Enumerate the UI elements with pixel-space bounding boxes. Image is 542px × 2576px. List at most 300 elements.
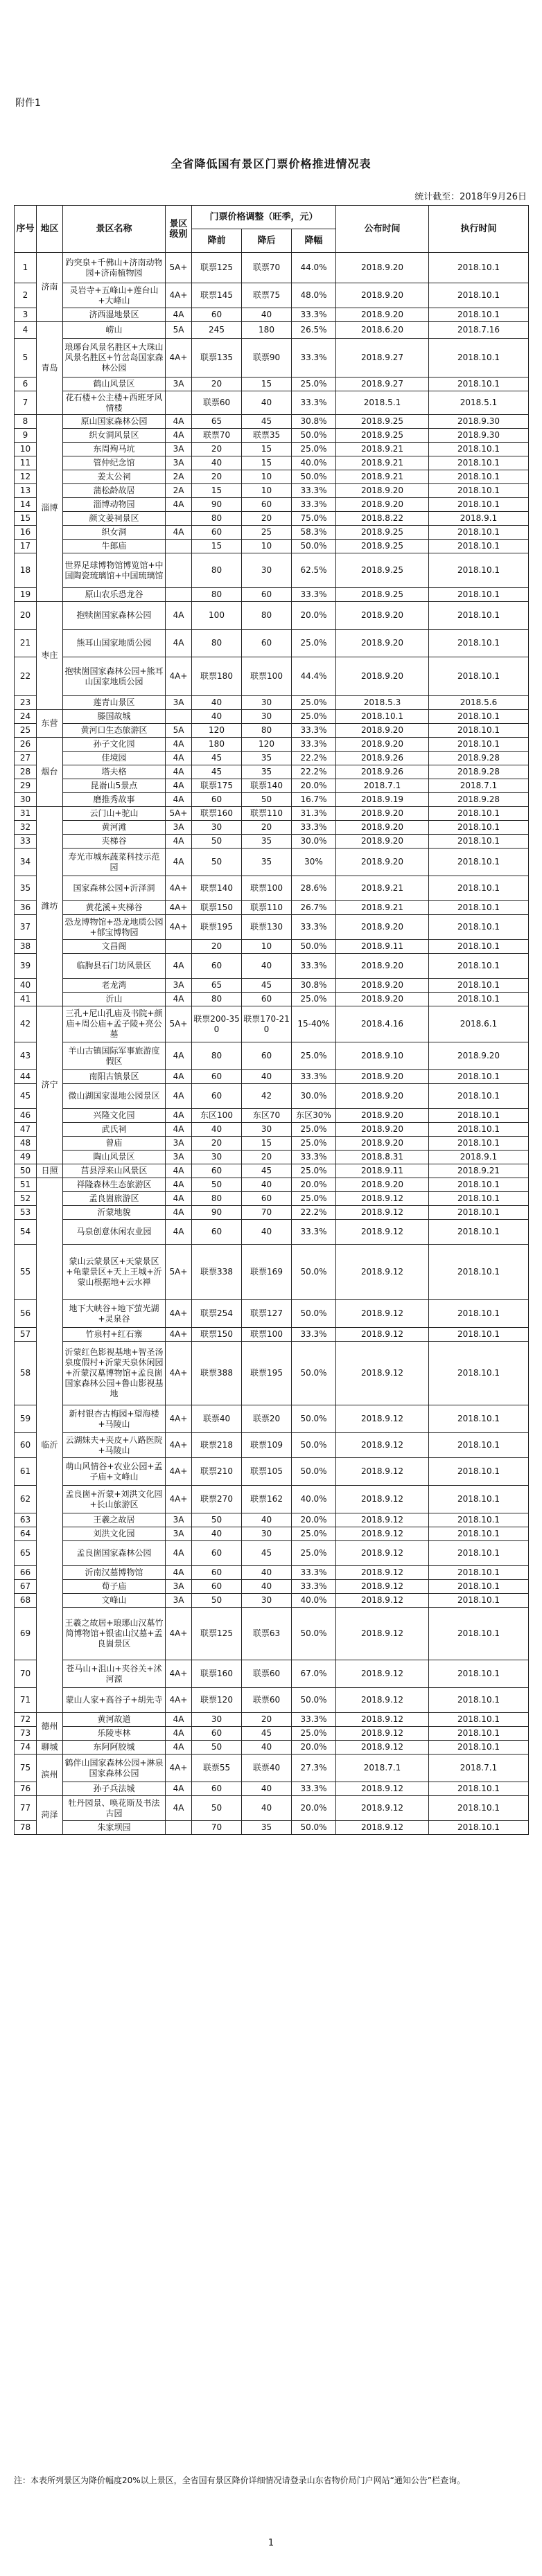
announce-date: 2018.9.20 [336, 283, 429, 308]
announce-date: 2018.9.25 [336, 540, 429, 553]
price-after: 联票20 [242, 1405, 292, 1433]
effective-date: 2018.10.1 [429, 283, 529, 308]
scenic-level: 5A+ [166, 1006, 192, 1042]
effective-date: 2018.10.1 [429, 1580, 529, 1594]
row-number: 60 [15, 1433, 37, 1458]
effective-date: 2018.9.1 [429, 1151, 529, 1164]
row-number: 36 [15, 901, 37, 915]
announce-date: 2018.9.11 [336, 1164, 429, 1178]
scenic-level [166, 512, 192, 526]
announce-date: 2018.9.20 [336, 630, 429, 657]
announce-date: 2018.9.20 [336, 498, 429, 512]
effective-date: 2018.10.1 [429, 993, 529, 1006]
scenic-level [166, 1821, 192, 1835]
announce-date: 2018.9.21 [336, 456, 429, 470]
row-number: 42 [15, 1006, 37, 1042]
price-after: 联票127 [242, 1300, 292, 1328]
announce-date: 2018.9.25 [336, 415, 429, 429]
price-before: 70 [192, 1821, 242, 1835]
effective-date: 2018.9.21 [429, 1164, 529, 1178]
scenic-name: 云门山+驼山 [63, 807, 166, 821]
price-after: 10 [242, 940, 292, 954]
effective-date: 2018.10.1 [429, 1566, 529, 1580]
effective-date: 2018.10.1 [429, 1433, 529, 1458]
announce-date: 2018.9.12 [336, 1608, 429, 1660]
announce-date: 2018.9.21 [336, 470, 429, 484]
row-number: 28 [15, 765, 37, 779]
price-drop: 25.0% [292, 630, 336, 657]
effective-date: 2018.10.1 [429, 657, 529, 696]
price-before: 20 [192, 940, 242, 954]
table-row [15, 1608, 529, 1660]
table-row [15, 1486, 529, 1513]
price-before: 40 [192, 1527, 242, 1541]
scenic-name: 沂蒙红色影视基地+智圣汤泉度假村+沂蒙天泉休闲园+沂蒙汉墓博物馆+孟良崮国家森林公园+鲁山影视基地 [63, 1342, 166, 1405]
row-number: 64 [15, 1527, 37, 1541]
price-drop: 33.3% [292, 339, 336, 377]
effective-date: 2018.10.1 [429, 339, 529, 377]
row-number: 61 [15, 1458, 37, 1486]
scenic-level: 4A+ [166, 1405, 192, 1433]
price-drop: 20.0% [292, 602, 336, 630]
scenic-level: 4A+ [166, 1486, 192, 1513]
effective-date: 2018.10.1 [429, 821, 529, 835]
price-before: 联票125 [192, 1608, 242, 1660]
price-after: 30 [242, 553, 292, 588]
scenic-name: 云湖妹夫+夹皮+八路医院+马陵山 [63, 1433, 166, 1458]
row-number: 21 [15, 630, 37, 657]
annex-label: 附件1 [15, 98, 41, 109]
scenic-level: 4A+ [166, 915, 192, 940]
scenic-name: 三孔+尼山孔庙及书院+颜庙+周公庙+孟子陵+亮公墓 [63, 1006, 166, 1042]
price-before: 90 [192, 498, 242, 512]
effective-date: 2018.7.1 [429, 1755, 529, 1782]
effective-date: 2018.9.30 [429, 429, 529, 443]
announce-date: 2018.9.20 [336, 954, 429, 979]
row-number: 56 [15, 1300, 37, 1328]
table-row [15, 512, 529, 526]
announce-date: 2018.9.12 [336, 1342, 429, 1405]
scenic-level: 2A [166, 484, 192, 498]
effective-date: 2018.10.1 [429, 1137, 529, 1151]
scenic-level: 5A+ [166, 807, 192, 821]
effective-date: 2018.10.1 [429, 484, 529, 498]
scenic-name: 黄花溪+夹梯谷 [63, 901, 166, 915]
price-before: 15 [192, 484, 242, 498]
scenic-name: 世界足球博物馆博览馆+中国陶瓷琉璃馆+中国琉璃馆 [63, 553, 166, 588]
effective-date: 2018.10.1 [429, 1541, 529, 1566]
price-after: 40 [242, 1741, 292, 1755]
price-before: 60 [192, 1070, 242, 1084]
price-before: 20 [192, 470, 242, 484]
scenic-level: 3A [166, 1513, 192, 1527]
scenic-name: 蒙山人家+高谷子+胡先寺 [63, 1688, 166, 1713]
scenic-level: 5A [166, 322, 192, 339]
announce-date: 2018.9.20 [336, 1123, 429, 1137]
price-drop: 15-40% [292, 1006, 336, 1042]
price-after: 联票100 [242, 657, 292, 696]
effective-date: 2018.10.1 [429, 540, 529, 553]
price-before: 联票160 [192, 807, 242, 821]
scenic-level: 2A [166, 470, 192, 484]
scenic-name: 颜文姜祠景区 [63, 512, 166, 526]
scenic-level: 4A+ [166, 1300, 192, 1328]
scenic-level: 4A+ [166, 1342, 192, 1405]
scenic-level: 4A [166, 415, 192, 429]
row-number: 10 [15, 443, 37, 456]
row-number: 73 [15, 1727, 37, 1741]
scenic-level: 3A [166, 1151, 192, 1164]
table-row [15, 1109, 529, 1123]
row-number: 35 [15, 876, 37, 901]
table-row [15, 1178, 529, 1192]
effective-date: 2018.10.1 [429, 553, 529, 588]
scenic-level: 4A [166, 765, 192, 779]
price-before: 联票254 [192, 1300, 242, 1328]
price-drop: 30.8% [292, 979, 336, 993]
table-row [15, 1328, 529, 1342]
price-before: 联票125 [192, 253, 242, 283]
price-before: 40 [192, 1123, 242, 1137]
price-drop: 58.3% [292, 526, 336, 540]
announce-date: 2018.9.12 [336, 1541, 429, 1566]
scenic-level: 4A [166, 954, 192, 979]
price-before: 50 [192, 835, 242, 849]
scenic-level: 4A [166, 308, 192, 322]
scenic-name: 抱犊崮国家森林公园 [63, 602, 166, 630]
effective-date: 2018.7.16 [429, 322, 529, 339]
announce-date: 2018.9.27 [336, 377, 429, 391]
page-title: 全省降低国有景区门票价格推进情况表 [171, 157, 371, 170]
announce-date: 2018.9.26 [336, 765, 429, 779]
scenic-level: 3A [166, 377, 192, 391]
table-row [15, 1192, 529, 1206]
price-before: 联票200-350 [192, 1006, 242, 1042]
price-drop: 50.0% [292, 1245, 336, 1300]
effective-date: 2018.10.1 [429, 1192, 529, 1206]
row-number: 22 [15, 657, 37, 696]
price-before: 60 [192, 1164, 242, 1178]
row-number: 78 [15, 1821, 37, 1835]
scenic-name: 淄博动物园 [63, 498, 166, 512]
table-row [15, 1688, 529, 1713]
effective-date: 2018.10.1 [429, 1782, 529, 1796]
table-row [15, 339, 529, 377]
scenic-level: 4A [166, 1727, 192, 1741]
table-row [15, 1566, 529, 1580]
price-drop: 50.0% [292, 940, 336, 954]
effective-date: 2018.10.1 [429, 901, 529, 915]
scenic-level: 4A [166, 1713, 192, 1727]
price-before: 100 [192, 602, 242, 630]
price-drop: 22.2% [292, 1206, 336, 1220]
city-cell: 青岛 [37, 322, 63, 415]
price-after: 40 [242, 1513, 292, 1527]
row-number: 8 [15, 415, 37, 429]
price-drop: 22.2% [292, 752, 336, 765]
price-before: 联票210 [192, 1458, 242, 1486]
effective-date: 2018.9.28 [429, 765, 529, 779]
scenic-level: 4A+ [166, 339, 192, 377]
table-row [15, 1405, 529, 1433]
scenic-name: 王羲之故居+琅琊山汉墓竹简博物馆+银雀山汉墓+孟良崮景区 [63, 1608, 166, 1660]
scenic-name: 祥隆森林生态旅游区 [63, 1178, 166, 1192]
table-row [15, 724, 529, 738]
announce-date: 2018.7.1 [336, 1755, 429, 1782]
scenic-level: 3A [166, 821, 192, 835]
table-row [15, 876, 529, 901]
announce-date: 2018.9.12 [336, 1513, 429, 1527]
price-drop: 50.0% [292, 1405, 336, 1433]
scenic-name: 蒲松龄故居 [63, 484, 166, 498]
scenic-name: 文峰山 [63, 1594, 166, 1608]
price-after: 15 [242, 377, 292, 391]
scenic-name: 马泉创意休闲农业园 [63, 1220, 166, 1245]
price-drop: 33.3% [292, 391, 336, 415]
price-before: 45 [192, 765, 242, 779]
scenic-name: 黄河口生态旅游区 [63, 724, 166, 738]
price-drop: 25.0% [292, 1123, 336, 1137]
row-number: 43 [15, 1042, 37, 1070]
scenic-level: 4A [166, 1566, 192, 1580]
table-row [15, 1821, 529, 1835]
scenic-level [166, 540, 192, 553]
effective-date: 2018.10.1 [429, 1405, 529, 1433]
scenic-name: 曾庙 [63, 1137, 166, 1151]
row-number: 3 [15, 308, 37, 322]
effective-date: 2018.10.1 [429, 1300, 529, 1328]
announce-date: 2018.9.20 [336, 602, 429, 630]
table-row [15, 1458, 529, 1486]
price-after: 联票110 [242, 807, 292, 821]
announce-date: 2018.9.12 [336, 1458, 429, 1486]
price-after: 45 [242, 979, 292, 993]
price-drop: 33.3% [292, 1220, 336, 1245]
scenic-name: 寿光市城东蔬菜科技示范园 [63, 849, 166, 876]
announce-date: 2018.9.11 [336, 940, 429, 954]
announce-date: 2018.9.20 [336, 1178, 429, 1192]
table-row [15, 1513, 529, 1527]
price-drop: 33.3% [292, 498, 336, 512]
scenic-level: 3A [166, 979, 192, 993]
price-before: 60 [192, 1541, 242, 1566]
table-row [15, 1245, 529, 1300]
price-after: 80 [242, 602, 292, 630]
price-after: 60 [242, 1192, 292, 1206]
table-row [15, 456, 529, 470]
row-number: 12 [15, 470, 37, 484]
price-drop: 33.3% [292, 738, 336, 752]
price-after: 40 [242, 1566, 292, 1580]
table-row [15, 553, 529, 588]
price-after: 40 [242, 308, 292, 322]
price-drop: 30.0% [292, 835, 336, 849]
effective-date: 2018.7.1 [429, 779, 529, 793]
price-drop: 75.0% [292, 512, 336, 526]
row-number: 17 [15, 540, 37, 553]
table-row [15, 1755, 529, 1782]
effective-date: 2018.10.1 [429, 710, 529, 724]
scenic-level: 3A [166, 696, 192, 710]
price-drop: 33.3% [292, 724, 336, 738]
price-drop: 50.0% [292, 1458, 336, 1486]
price-drop: 33.3% [292, 308, 336, 322]
price-after: 联票105 [242, 1458, 292, 1486]
price-before: 65 [192, 415, 242, 429]
table-row [15, 253, 529, 283]
effective-date: 2018.10.1 [429, 1458, 529, 1486]
announce-date: 2018.9.12 [336, 1486, 429, 1513]
announce-date: 2018.9.12 [336, 1433, 429, 1458]
effective-date: 2018.9.20 [429, 1042, 529, 1070]
effective-date: 2018.10.1 [429, 1342, 529, 1405]
scenic-level: 4A [166, 1109, 192, 1123]
effective-date: 2018.10.1 [429, 1123, 529, 1137]
announce-date: 2018.9.12 [336, 1220, 429, 1245]
announce-date: 2018.9.12 [336, 1206, 429, 1220]
table-row [15, 1220, 529, 1245]
table-row [15, 979, 529, 993]
price-before: 245 [192, 322, 242, 339]
price-before: 联票70 [192, 429, 242, 443]
row-number: 27 [15, 752, 37, 765]
scenic-level: 4A [166, 993, 192, 1006]
price-before: 联票120 [192, 1688, 242, 1713]
effective-date: 2018.9.28 [429, 752, 529, 765]
table-row [15, 710, 529, 724]
announce-date: 2018.9.12 [336, 1405, 429, 1433]
price-before: 联票150 [192, 1328, 242, 1342]
price-after: 联票162 [242, 1486, 292, 1513]
price-after: 10 [242, 540, 292, 553]
price-after: 联票70 [242, 253, 292, 283]
price-after: 15 [242, 456, 292, 470]
price-before: 60 [192, 1220, 242, 1245]
table-row [15, 1541, 529, 1566]
city-cell: 聊城 [37, 1741, 63, 1755]
price-after: 45 [242, 415, 292, 429]
header-after: 降后 [242, 229, 292, 253]
announce-date: 2018.9.12 [336, 1660, 429, 1688]
table-row [15, 1796, 529, 1821]
table-row [15, 1342, 529, 1405]
price-before: 80 [192, 553, 242, 588]
scenic-level: 4A+ [166, 1433, 192, 1458]
price-before: 60 [192, 1782, 242, 1796]
price-after: 联票140 [242, 779, 292, 793]
table-row [15, 1660, 529, 1688]
row-number: 13 [15, 484, 37, 498]
price-drop: 25.0% [292, 1541, 336, 1566]
scenic-level: 4A [166, 849, 192, 876]
table-row [15, 835, 529, 849]
scenic-name: 武氏祠 [63, 1123, 166, 1137]
price-after: 45 [242, 1727, 292, 1741]
price-after: 联票130 [242, 915, 292, 940]
announce-date: 2018.9.12 [336, 1527, 429, 1541]
table-row [15, 1713, 529, 1727]
city-cell: 东营 [37, 710, 63, 738]
price-drop: 30.8% [292, 415, 336, 429]
price-drop: 25.0% [292, 993, 336, 1006]
effective-date: 2018.5.1 [429, 391, 529, 415]
price-drop: 50.0% [292, 1342, 336, 1405]
price-before: 80 [192, 588, 242, 602]
effective-date: 2018.10.1 [429, 526, 529, 540]
announce-date: 2018.9.20 [336, 253, 429, 283]
effective-date: 2018.10.1 [429, 253, 529, 283]
scenic-name: 兴隆文化园 [63, 1109, 166, 1123]
scenic-level: 4A [166, 835, 192, 849]
scenic-level: 4A [166, 526, 192, 540]
price-after: 30 [242, 1527, 292, 1541]
price-after: 东区70 [242, 1109, 292, 1123]
price-after: 60 [242, 1042, 292, 1070]
row-number: 4 [15, 322, 37, 339]
price-drop: 62.5% [292, 553, 336, 588]
scenic-level: 4A [166, 1178, 192, 1192]
price-drop: 25.0% [292, 377, 336, 391]
scenic-name: 佳境园 [63, 752, 166, 765]
price-after: 10 [242, 484, 292, 498]
price-before: 90 [192, 1206, 242, 1220]
announce-date: 2018.9.12 [336, 1821, 429, 1835]
price-after: 联票35 [242, 429, 292, 443]
scenic-level: 4A [166, 1164, 192, 1178]
announce-date: 2018.9.10 [336, 1042, 429, 1070]
row-number: 52 [15, 1192, 37, 1206]
announce-date: 2018.9.20 [336, 915, 429, 940]
scenic-name: 羊山古镇国际军事旅游度假区 [63, 1042, 166, 1070]
price-after: 40 [242, 1070, 292, 1084]
scenic-name: 沂南汉墓博物馆 [63, 1566, 166, 1580]
table-row [15, 1137, 529, 1151]
scenic-name: 南阳古镇景区 [63, 1070, 166, 1084]
price-before: 联票180 [192, 657, 242, 696]
price-after: 45 [242, 1541, 292, 1566]
header-city: 地区 [37, 206, 63, 253]
price-before: 联票135 [192, 339, 242, 377]
row-number: 71 [15, 1688, 37, 1713]
price-drop: 33.3% [292, 1782, 336, 1796]
price-before: 联票160 [192, 1660, 242, 1688]
row-number: 49 [15, 1151, 37, 1164]
effective-date: 2018.10.1 [429, 915, 529, 940]
price-before: 60 [192, 954, 242, 979]
price-after: 70 [242, 1206, 292, 1220]
price-drop: 25.0% [292, 1042, 336, 1070]
price-before: 50 [192, 1741, 242, 1755]
scenic-name: 莒县浮来山风景区 [63, 1164, 166, 1178]
table-row [15, 940, 529, 954]
announce-date: 2018.9.25 [336, 526, 429, 540]
city-cell: 烟台 [37, 738, 63, 807]
scenic-level: 4A [166, 738, 192, 752]
announce-date: 2018.9.20 [336, 484, 429, 498]
effective-date: 2018.10.1 [429, 1713, 529, 1727]
scenic-name: 织女洞 [63, 526, 166, 540]
row-number: 23 [15, 696, 37, 710]
table-row [15, 470, 529, 484]
price-before: 联票150 [192, 901, 242, 915]
row-number: 15 [15, 512, 37, 526]
price-drop: 33.3% [292, 1580, 336, 1594]
price-drop: 26.5% [292, 322, 336, 339]
row-number: 65 [15, 1541, 37, 1566]
header-name: 景区名称 [63, 206, 166, 253]
announce-date: 2018.9.20 [336, 979, 429, 993]
price-after: 15 [242, 1137, 292, 1151]
